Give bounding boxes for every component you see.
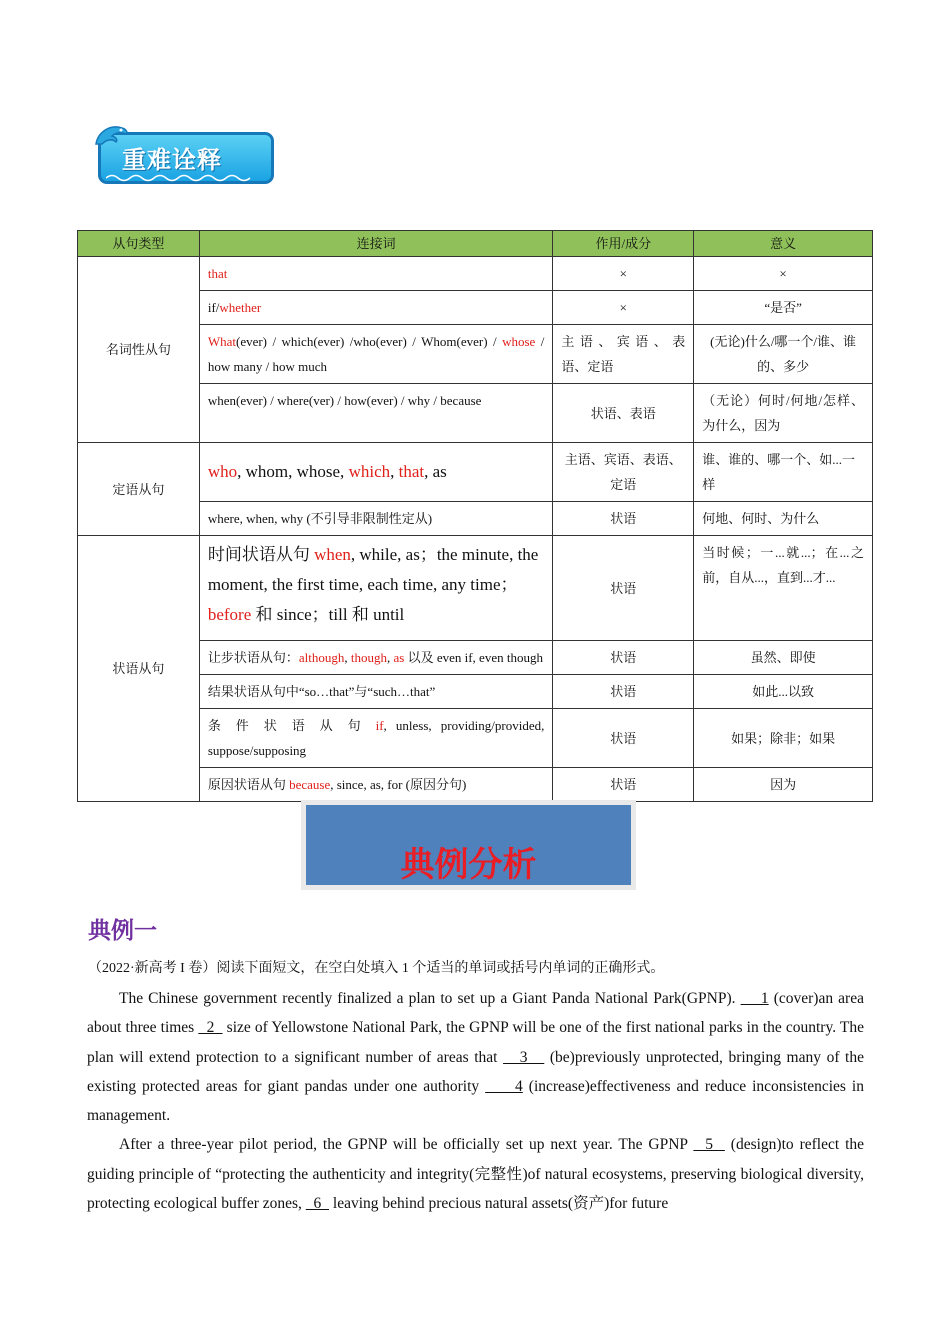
connector-text: 时间状语从句 [207,545,315,564]
connector-text: (ever) / which(ever) /who(ever) / Whom(ever) / [235,334,497,349]
connector-cell [199,325,553,384]
connector-text: , while, as；the minute, the moment, the first time, each time, any time； [207,545,539,594]
function-cell: 主语、宾语、表语、定语 [553,443,694,502]
attributive-clause-type: 定语从句 [78,443,200,536]
banner-title: 典例分析 [400,845,537,885]
meaning-cell: 虽然、即使 [694,641,873,675]
connector-cell: where, when, why (不引导非限制性定从) [199,502,553,536]
function-cell: 主 语 、 宾 语 、 表 语、定语 [553,325,694,384]
meaning-cell: 因为 [694,768,873,802]
highlight-word: when [314,545,351,564]
table-row [78,443,873,502]
function-cell: 状语 [553,536,694,641]
meaning-cell: 当时候；一...就...；在...之前，自从...，直到...才... [694,536,873,641]
connector-text: 原因状语从句 [207,777,290,792]
highlight-word: as [393,650,405,665]
meaning-cell: “是否” [694,291,873,325]
connector-text: , since, as, for (原因分句) [330,777,467,792]
highlight-word: though [350,650,387,665]
highlight-word: that [207,266,228,281]
passage-text: (design)to reflect the guiding principle of “protecting the authenticity and integrity(完整性)of natural ecosystems, preserving biological diversity, protecting ecological buffer zones, [87,1136,865,1213]
highlight-word: who [207,462,238,481]
meaning-cell: × [694,257,873,291]
connector-text: , [390,462,399,481]
function-cell: 状语 [553,641,694,675]
section-badge [92,118,282,190]
meaning-cell: 如果；除非；如果 [694,709,873,768]
blank-3[interactable]: 3 [503,1048,545,1066]
connector-cell [199,709,553,768]
function-cell: 状语 [553,709,694,768]
passage-text: (be)previously unprotected, bringing many of the existing protected areas for giant pandas under one authority [87,1048,864,1095]
table-row [78,257,873,291]
meaning-cell: （无论）何时/何地/怎样、为什么，因为 [694,384,873,443]
passage-paragraph [87,984,864,1130]
header-connectors: 连接词 [199,231,553,257]
connector-cell [199,443,553,502]
highlight-word: whether [219,300,262,315]
blank-2[interactable]: 2 [198,1019,223,1037]
banner-box [306,805,631,885]
highlight-word: before [207,605,252,624]
connector-text: 以及 even if, even though [404,650,543,665]
function-cell: 状语 [553,768,694,802]
highlight-word: which [348,462,391,481]
header-meaning: 意义 [694,231,873,257]
table-header-row [78,231,873,257]
example-title: 典例一 [88,918,157,944]
example-instructions: （2022·新高考 I 卷）阅读下面短文，在空白处填入 1 个适当的单词或括号内单词的正确形式。 [88,961,665,976]
connector-text: 让步状语从句： [207,650,299,665]
connector-text: , whom, whose, [237,462,349,481]
passage-text: The Chinese government recently finalized a plan to set up a Giant Panda National Park(GPNP). [119,990,741,1007]
connector-text: if/ [207,300,220,315]
wave-decoration-icon [106,172,256,182]
highlight-word: whose [502,334,536,349]
function-cell: 状语 [553,675,694,709]
adverbial-clause-type: 状语从句 [78,536,200,802]
highlight-word: because [289,777,331,792]
meaning-cell: 何地、何时、为什么 [694,502,873,536]
connector-text: 和 since；till 和 until [251,605,405,624]
connector-cell [199,536,553,641]
connector-text: , [344,650,351,665]
highlight-word: What [207,334,236,349]
function-cell: 状语 [553,502,694,536]
header-function: 作用/成分 [553,231,694,257]
passage-text: (increase)effectiveness and reduce inconsistencies in management. [87,1077,864,1125]
connector-cell [199,768,553,802]
connector-text: , as [424,462,447,481]
cloze-passage [87,984,864,1218]
blank-6[interactable]: 6 [305,1195,330,1213]
connector-text: / how many / how much [207,334,545,374]
passage-text: size of Yellowstone National Park, the GPNP will be one of the first national parks in the country. The plan will extend protection to a significant number of areas that [87,1019,865,1066]
passage-text: (cover)an area about three times [87,990,864,1037]
blank-1[interactable]: 1 [740,990,769,1007]
function-cell: × [553,257,694,291]
meaning-cell: (无论)什么/哪一个/谁、谁的、多少 [694,325,873,384]
connector-text: , unless, providing/provided, suppose/supposing [207,718,545,758]
function-cell: 状语、表语 [553,384,694,443]
connector-cell: 结果状语从句中“so…that”与“such…that” [199,675,553,709]
highlight-word: that [398,462,425,481]
connector-cell [199,291,553,325]
noun-clause-type: 名词性从句 [78,257,200,443]
meaning-cell: 如此...以致 [694,675,873,709]
connector-text: , [386,650,394,665]
connector-cell [199,641,553,675]
blank-4[interactable]: 4 [485,1077,523,1095]
function-cell: × [553,291,694,325]
example-banner [301,800,636,890]
passage-paragraph [87,1130,864,1218]
passage-text: leaving behind precious natural assets(资产)for future [329,1195,669,1213]
connector-cell [199,257,553,291]
highlight-word: if [375,718,384,733]
highlight-word: although [298,650,345,665]
meaning-cell: 谁、谁的、哪一个、如...一样 [694,443,873,502]
blank-5[interactable]: 5 [693,1136,725,1154]
connector-cell: when(ever) / where(ver) / how(ever) / why / because [199,384,553,443]
connector-text: 条 件 状 语 从 句 [207,718,376,733]
header-clause-type: 从句类型 [78,231,200,257]
table-row [78,536,873,641]
passage-text: After a three-year pilot period, the GPNP will be officially set up next year. The GPNP [119,1136,694,1154]
clause-table [77,230,873,802]
badge-title: 重难诠释 [122,146,222,174]
